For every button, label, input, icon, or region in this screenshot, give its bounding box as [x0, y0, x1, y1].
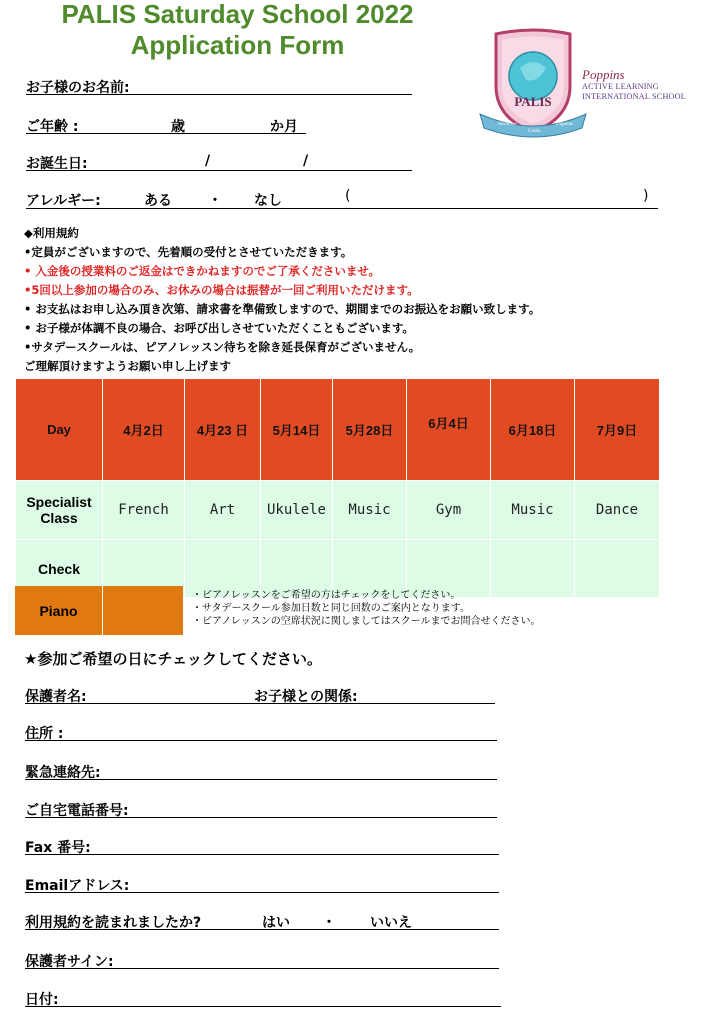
check-instruction: ★参加ご希望の日にチェックしてください。: [24, 650, 322, 668]
svg-text:PALIS: PALIS: [514, 94, 552, 109]
day-row: [16, 379, 660, 481]
schedule-table: [15, 378, 660, 598]
signature-line[interactable]: [25, 968, 499, 969]
guardian-name-label: 保護者名:: [25, 689, 87, 705]
age-label: ご年齢 :: [26, 119, 79, 135]
fax-line[interactable]: [25, 854, 499, 855]
piano-notes: [192, 589, 541, 628]
emergency-line[interactable]: [25, 779, 497, 780]
piano-check-box[interactable]: [103, 586, 183, 635]
fax-label: Fax 番号:: [25, 840, 91, 856]
terms-question-line[interactable]: [25, 929, 499, 930]
svg-text:Sincerius: Sincerius: [498, 122, 517, 127]
form-title: PALIS Saturday School 2022: [61, 0, 414, 29]
birthday-line[interactable]: [26, 170, 412, 171]
relation-label: お子様との関係:: [254, 689, 358, 705]
date-label: 日付:: [25, 992, 59, 1008]
day-cell: 6月4日: [407, 379, 491, 481]
day-cell: 6月18日: [491, 379, 575, 481]
terms-section: [24, 224, 540, 376]
poppins-brand: [582, 68, 707, 101]
email-label: Emailアドレス:: [25, 878, 130, 894]
terms-line-5: • お子様が体調不良の場合、お呼び出しさせていただくこともございます。: [24, 321, 414, 335]
svg-text:Gratia: Gratia: [528, 129, 541, 134]
check-cell[interactable]: [575, 540, 660, 598]
address-line[interactable]: [25, 740, 497, 741]
check-header: Check: [16, 540, 103, 598]
allergy-no-option[interactable]: なし: [254, 193, 282, 209]
day-cell: 5月28日: [333, 379, 407, 481]
terms-yes-option[interactable]: はい: [262, 915, 290, 931]
allergy-line[interactable]: [26, 208, 658, 209]
home-phone-label: ご自宅電話番号:: [25, 803, 129, 819]
piano-note-1: ・ピアノレッスンをご希望の方はチェックをしてください。: [192, 590, 461, 601]
address-label: 住所 :: [25, 726, 64, 742]
terms-heading: ◆利用規約: [24, 226, 79, 240]
terms-question-label: 利用規約を読まれましたか?: [25, 915, 202, 931]
class-cell: Music: [491, 481, 575, 540]
class-cell: Music: [333, 481, 407, 540]
day-cell: 4月23 日: [185, 379, 261, 481]
terms-line-3: •5回以上参加の場合のみ、お休みの場合は振替が一回ご利用いただけます。: [24, 283, 419, 297]
terms-line-1: •定員がございますので、先着順の受付とさせていただきます。: [24, 245, 353, 259]
svg-text:Dignitas: Dignitas: [556, 122, 573, 127]
class-cell: Dance: [575, 481, 660, 540]
allergy-yes-option[interactable]: ある: [144, 193, 172, 209]
terms-no-option[interactable]: いいえ: [370, 915, 412, 931]
allergy-label: アレルギー:: [26, 193, 101, 209]
brand-line-2: INTERNATIONAL SCHOOL: [582, 92, 686, 102]
birthday-slash-1: /: [205, 153, 211, 169]
class-cell: Gym: [407, 481, 491, 540]
terms-line-6: •サタデースクールは、ピアノレッスン待ちを除き延長保育がございません。: [24, 340, 421, 354]
birthday-label: お誕生日:: [26, 156, 88, 172]
day-cell: 4月2日: [103, 379, 185, 481]
class-header-line-2: Class: [40, 510, 78, 526]
terms-separator: ・: [322, 915, 336, 931]
allergy-paren-close: ): [643, 188, 649, 204]
piano-note-2: ・サタデースクール参加日数と同じ回数のご案内となります。: [192, 603, 470, 614]
child-name-label: お子様のお名前:: [26, 80, 130, 96]
class-row: [16, 481, 660, 540]
brand-name: Poppins: [582, 67, 625, 82]
terms-line-7: ご理解頂けますようお願い申し上げます: [24, 359, 231, 373]
terms-line-2: • 入金後の授業料のご返金はできかねますのでご了承くださいませ。: [24, 264, 381, 278]
piano-label: Piano: [15, 586, 102, 635]
emergency-label: 緊急連絡先:: [25, 765, 101, 781]
allergy-paren-open: (: [345, 188, 351, 204]
age-months-unit: か月: [270, 119, 298, 135]
guardian-name-line[interactable]: [25, 703, 495, 704]
piano-note-3: ・ピアノレッスンの空席状況に関しましてはスクールまでお問合せください。: [192, 616, 541, 627]
age-years-unit: 歳: [171, 119, 185, 135]
date-line[interactable]: [25, 1006, 501, 1007]
signature-label: 保護者サイン:: [25, 954, 114, 970]
allergy-separator: ・: [208, 193, 222, 209]
day-cell: 5月14日: [261, 379, 333, 481]
brand-line-1: ACTIVE LEARNING: [582, 82, 659, 91]
class-header: [16, 481, 103, 540]
day-cell: 7月9日: [575, 379, 660, 481]
form-subtitle: Application Form: [130, 30, 345, 60]
palis-crest-logo: [478, 28, 588, 138]
child-name-line[interactable]: [26, 94, 412, 95]
class-cell: Ukulele: [261, 481, 333, 540]
terms-line-4: • お支払はお申し込み頂き次第、請求書を準備致しますので、期間までのお振込をお願い致します。: [24, 302, 541, 316]
age-line[interactable]: [26, 133, 306, 134]
birthday-slash-2: /: [303, 153, 309, 169]
home-phone-line[interactable]: [25, 817, 497, 818]
day-header: Day: [16, 379, 103, 481]
class-header-line-1: Specialist: [26, 494, 92, 510]
email-line[interactable]: [25, 892, 499, 893]
class-cell: Art: [185, 481, 261, 540]
class-cell: French: [103, 481, 185, 540]
